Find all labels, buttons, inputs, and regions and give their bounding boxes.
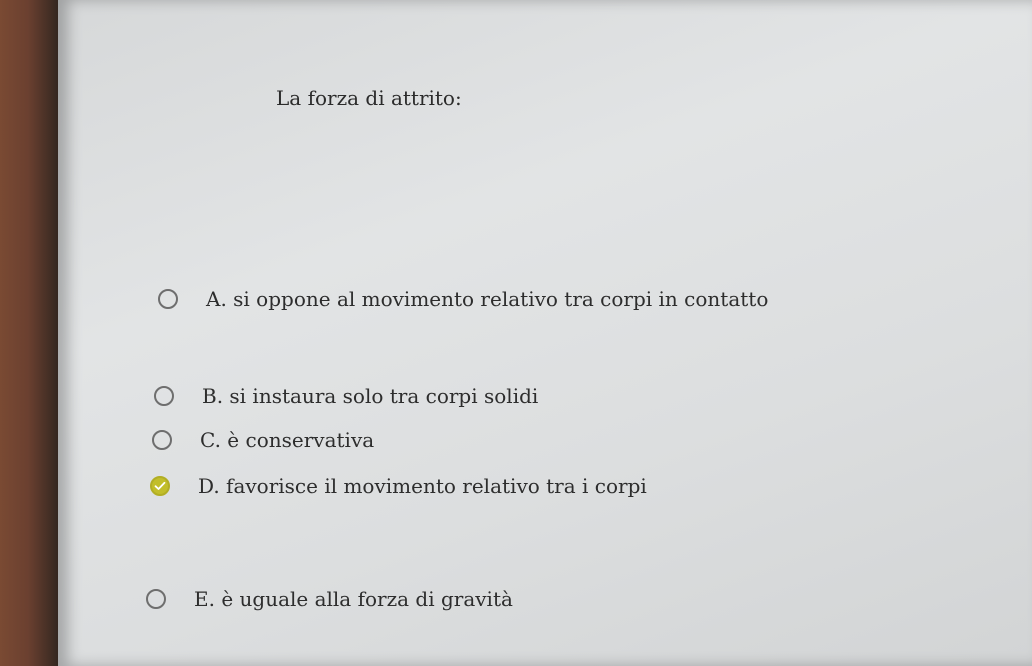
option-c[interactable]: [152, 428, 374, 452]
radio-button-c[interactable]: [152, 430, 172, 450]
question-text: La forza di attrito:: [276, 86, 462, 110]
radio-button-d-selected[interactable]: [150, 476, 170, 496]
radio-button-b[interactable]: [154, 386, 174, 406]
option-c-label: C. è conservativa: [200, 428, 375, 452]
checkmark-icon: [154, 481, 166, 491]
option-d-label: D. favorisce il movimento relativo tra i corpi: [198, 474, 647, 498]
option-a-label: A. si oppone al movimento relativo tra corpi in contatto: [206, 287, 769, 311]
quiz-screen: [58, 0, 1032, 666]
option-b-label: B. si instaura solo tra corpi solidi: [202, 384, 539, 408]
option-e-label: E. è uguale alla forza di gravità: [194, 587, 513, 611]
option-e[interactable]: [146, 587, 513, 611]
option-b[interactable]: [154, 384, 538, 408]
radio-button-a[interactable]: [158, 289, 178, 309]
option-d[interactable]: [150, 474, 647, 498]
option-a[interactable]: [158, 287, 768, 311]
radio-button-e[interactable]: [146, 589, 166, 609]
